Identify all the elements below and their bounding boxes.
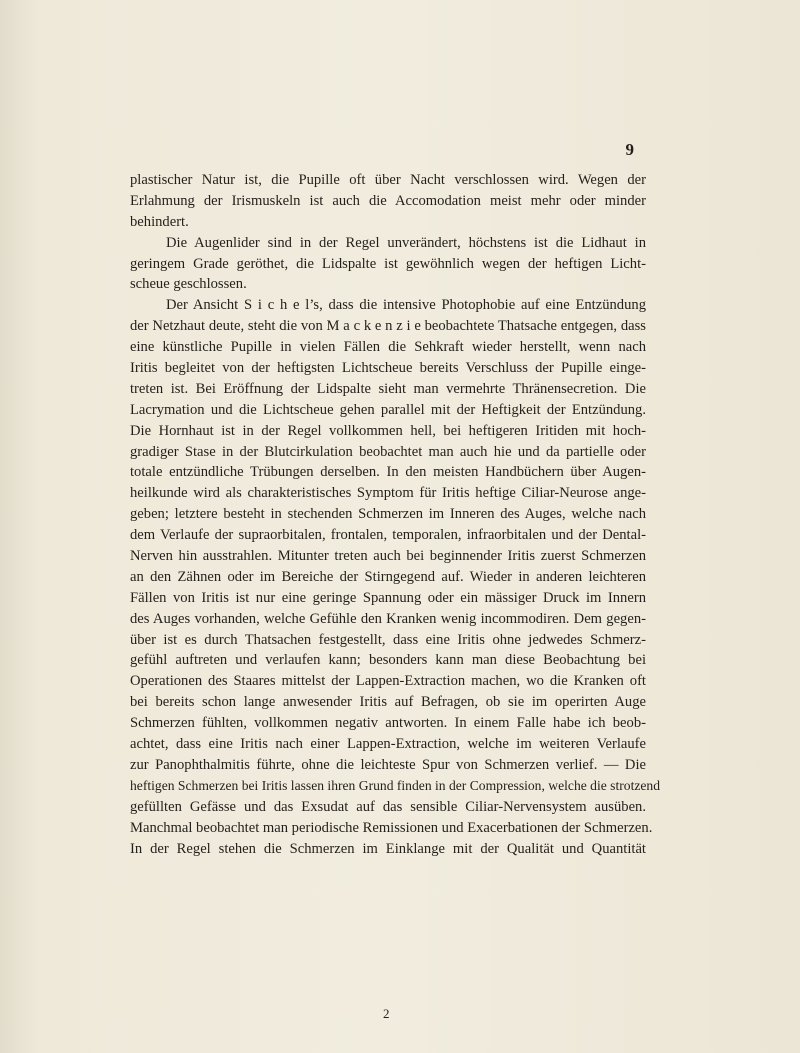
text-line: Manchmal beobachtet man periodische Remissionen und Exacerbationen der Schmerzen. [130,819,653,836]
page-number: 9 [625,140,634,159]
text-line: Iritis begleitet von der heftigsten Lichtscheue bereits Verschluss der Pupille einge- [130,360,646,377]
text-line: Nerven hin ausstrahlen. Mitunter treten auch bei beginnender Iritis zuerst Schmerzen [130,548,646,565]
text-line: gefühl auftreten und verlaufen kann; besonders kann man diese Beobachtung bei [130,652,646,669]
text-line: scheue geschlossen. [130,276,247,293]
text-line: geben; letztere besteht in stechenden Schmerzen im Inneren des Auges, welche nach [130,506,646,523]
text-line: Lacrymation und die Lichtscheue gehen parallel mit der Heftigkeit der Entzündung. [130,401,646,418]
text-line: gradiger Stase in der Blutcirkulation beobachtet man auch hie und da partielle oder [130,443,646,460]
text-line: Erlahmung der Irismuskeln ist auch die Accomodation meist mehr oder minder [130,192,646,209]
text-line: des Auges vorhanden, welche Gefühle den Kranken wenig incommodiren. Dem gegen- [130,610,646,627]
text-line: totale entzündliche Trübungen derselben. In den meisten Handbüchern über Augen- [130,464,646,481]
body-text [130,170,661,859]
text-line: über ist es durch Thatsachen festgestellt, dass eine Iritis ohne jedwedes Schmerz- [130,631,646,648]
text-line: behindert. [130,213,189,230]
text-line: achtet, dass eine Iritis nach einer Lappen-Extraction, welche im weiteren Verlaufe [130,736,646,753]
text-line: plastischer Natur ist, die Pupille oft über Nacht verschlossen wird. Wegen der [130,172,646,188]
text-line: treten ist. Bei Eröffnung der Lidspalte sieht man vermehrte Thränensecretion. Die [130,380,646,397]
text-line: Die Hornhaut ist in der Regel vollkommen hell, bei heftigeren Iritiden mit hoch- [130,422,646,439]
text-line: heilkunde wird als charakteristisches Symptom für Iritis heftige Ciliar-Neurose ange- [130,485,646,502]
text-line: Schmerzen fühlten, vollkommen negativ antworten. In einem Falle habe ich beob- [130,715,646,732]
text-line: Der Ansicht S i c h e l’s, dass die intensive Photophobie auf eine Entzündung [166,297,646,314]
signature-mark: 2 [383,1006,390,1021]
text-line: bei bereits schon lange anwesender Iritis auf Befragen, ob sie im operirten Auge [130,694,646,711]
text-line: eine künstliche Pupille in vielen Fällen die Sehkraft wieder herstellt, wenn nach [130,339,646,356]
text-line: gefüllten Gefässe und das Exsudat auf das sensible Ciliar-Nervensystem ausüben. [130,798,646,815]
text-line: In der Regel stehen die Schmerzen im Einklange mit der Qualität und Quantität [130,840,646,857]
text-line: geringem Grade geröthet, die Lidspalte ist gewöhnlich wegen der heftigen Licht- [130,255,646,272]
text-line: dem Verlaufe der supraorbitalen, frontalen, temporalen, infraorbitalen und der Dental- [130,527,646,544]
text-line: der Netzhaut deute, steht die von M a c k e n z i e beobachtete Thatsache entgegen, dass [130,318,646,335]
text-line: an den Zähnen oder im Bereiche der Stirngegend auf. Wieder in anderen leichteren [130,568,646,585]
text-line: Die Augenlider sind in der Regel unverändert, höchstens ist die Lidhaut in [166,234,646,251]
text-line: Operationen des Staares mittelst der Lappen-Extraction machen, wo die Kranken oft [130,673,646,690]
text-line: heftigen Schmerzen bei Iritis lassen ihren Grund finden in der Compression, welche die strotzend [130,777,661,793]
text-line: zur Panophthalmitis führte, ohne die leichteste Spur von Schmerzen verlief. — Die [130,756,646,773]
text-line: Fällen von Iritis ist nur eine geringe Spannung oder ein mässiger Druck im Innern [130,589,646,606]
